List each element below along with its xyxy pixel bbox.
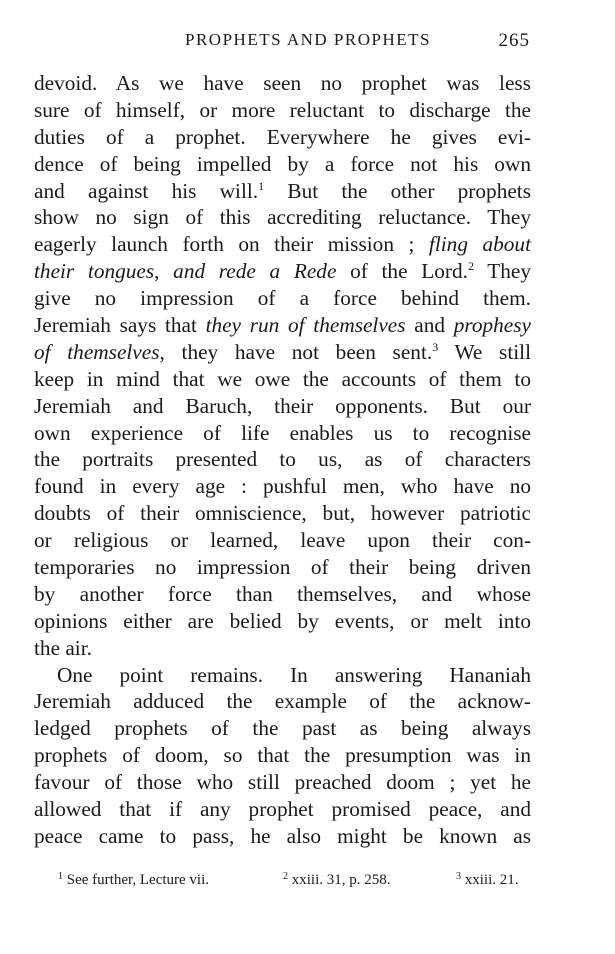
text-line: show no sign of this accrediting reluctance. They: [34, 205, 531, 230]
italic-quote: their tongues: [34, 259, 155, 284]
line-segment: ,: [154, 259, 174, 284]
text-line: or religious or learned, leave upon their con-: [34, 528, 531, 553]
text-line: peace came to pass, he also might be known as: [34, 823, 531, 848]
text-line: by another force than themselves, and whose: [34, 581, 531, 606]
text-line: Jeremiah and Baruch, their opponents. But our: [34, 393, 531, 418]
text-line: allowed that if any prophet promised peace, and: [34, 797, 531, 822]
footnote-ref-1: 1: [258, 178, 265, 193]
text-line: [34, 231, 531, 258]
text-line: ledged prophets of the past as being always: [34, 716, 531, 741]
italic-quote: of themselves: [34, 339, 160, 364]
text-line: give no impression of a force behind them.: [34, 286, 531, 311]
text-line: doubts of their omniscience, but, however patriotic: [34, 501, 531, 526]
text-line: the air.: [34, 635, 92, 660]
line-segment: They: [473, 259, 531, 284]
line-segment: and: [405, 313, 454, 338]
italic-quote: they run of themselves: [205, 313, 406, 338]
text-line: Jeremiah adduced the example of the acknow-: [34, 689, 531, 714]
text-line: devoid. As we have seen no prophet was less: [34, 71, 531, 95]
footnote-ref-3: 3: [432, 339, 439, 354]
footnote: [58, 872, 209, 889]
text-line: prophets of doom, so that the presumption was in: [34, 743, 531, 768]
italic-quote: prophesy: [453, 313, 531, 338]
text-line: sure of himself, or more reluctant to discharge the: [34, 97, 531, 122]
footnote-text: xxiii. 31, p. 258.: [288, 872, 391, 888]
line-segment: eagerly launch forth on their mission ;: [34, 232, 429, 257]
text-line: keep in mind that we owe the accounts of them to: [34, 366, 531, 391]
text-line: temporaries no impression of their being driven: [34, 555, 531, 580]
text-line: duties of a prophet. Everywhere he gives evi-: [34, 124, 531, 149]
text-line: dence of being impelled by a force not his own: [34, 151, 531, 176]
line-segment: Jeremiah says that: [34, 313, 206, 338]
footnote-marker: 1: [58, 871, 63, 882]
footnote-marker: 2: [283, 871, 288, 882]
page-body: [34, 70, 531, 850]
italic-quote: and rede a Rede: [173, 259, 337, 284]
footnote-marker: 3: [456, 871, 461, 882]
italic-quote: fling about: [428, 232, 531, 257]
text-line: own experience of life enables us to recognise: [34, 420, 531, 445]
line-segment: of the Lord.: [336, 259, 468, 284]
running-header: [34, 30, 530, 60]
line-segment: But the other prophets: [264, 178, 531, 203]
running-title: PROPHETS AND PROPHETS: [185, 30, 431, 49]
text-line: One point remains. In answering Hananiah: [57, 662, 531, 687]
text-line: [34, 258, 531, 285]
footnotes: [58, 872, 531, 896]
line-segment: We still: [438, 339, 531, 364]
line-segment: and against his will.: [34, 178, 259, 203]
footnote-text: See further, Lecture vii.: [63, 872, 210, 888]
footnote-ref-2: 2: [467, 259, 474, 274]
page-number: 265: [498, 30, 530, 51]
footnote: [456, 872, 519, 889]
footnote: [283, 872, 391, 889]
text-line: the portraits presented to us, as of characters: [34, 447, 531, 472]
text-line: [34, 339, 531, 366]
footnote-text: xxiii. 21.: [461, 872, 519, 888]
text-line: found in every age : pushful men, who have no: [34, 474, 531, 499]
text-line: [34, 178, 531, 205]
text-line: favour of those who still preached doom ; yet he: [34, 770, 531, 795]
text-line: [34, 312, 531, 339]
text-line: opinions either are belied by events, or melt into: [34, 608, 531, 633]
line-segment: , they have not been sent.: [159, 339, 433, 364]
